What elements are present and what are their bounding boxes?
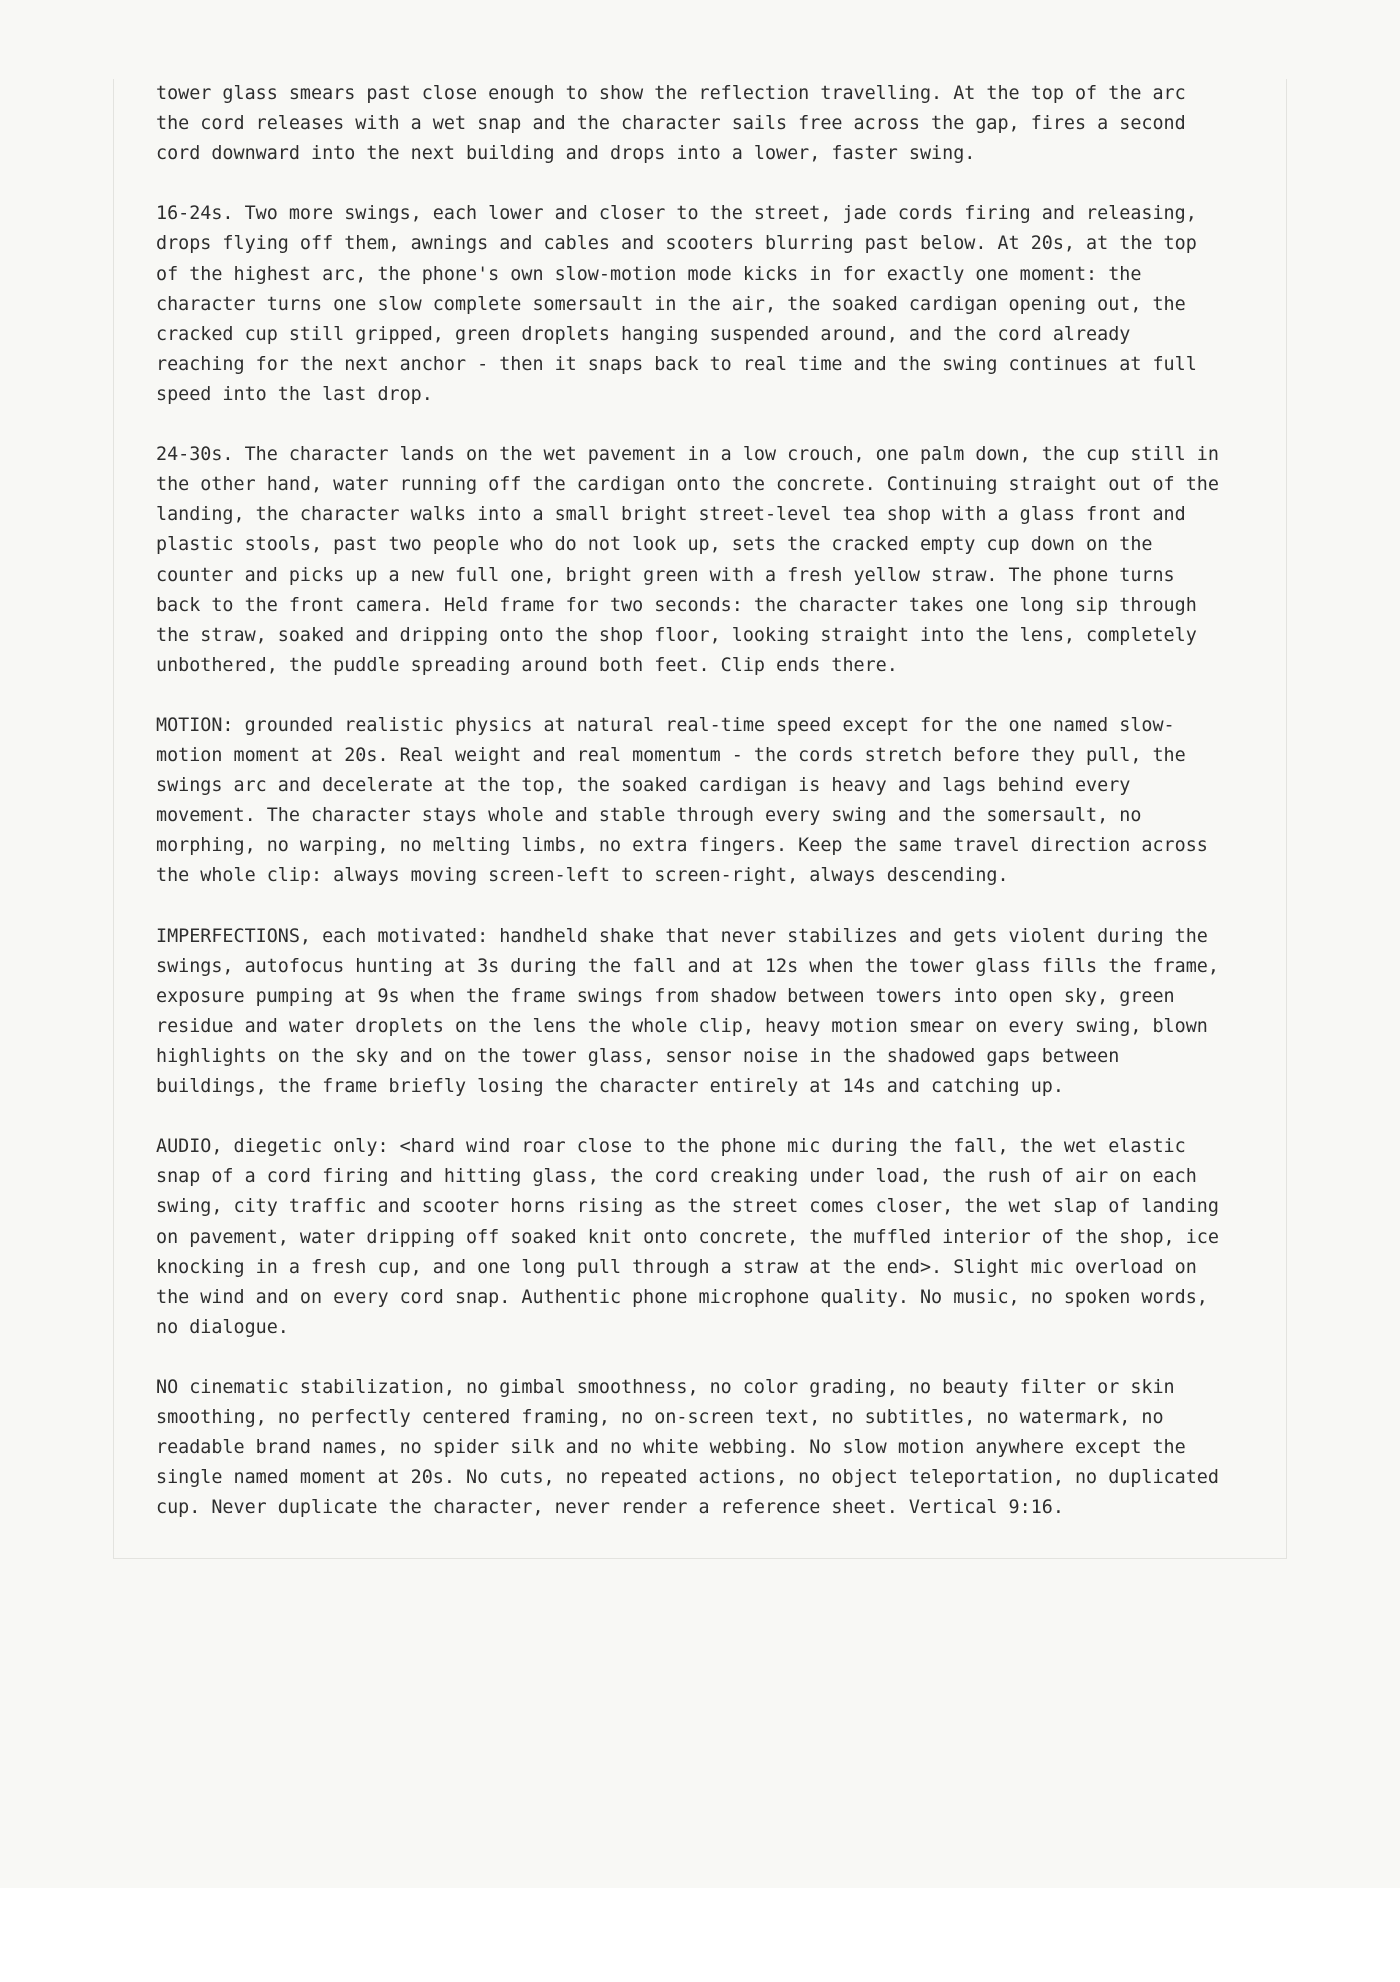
text-line: cracked cup still gripped, green droplets hanging suspended around, and the cord already (156, 323, 1131, 345)
text-line: swing, city traffic and scooter horns rising as the street comes closer, the wet slap of landing (156, 1196, 1219, 1218)
text-line: smoothing, no perfectly centered framing, no on-screen text, no subtitles, no watermark, no (156, 1407, 1164, 1429)
text-line: the wind and on every cord snap. Authentic phone microphone quality. No music, no spoken words, (156, 1286, 1208, 1308)
text-line: cup. Never duplicate the character, never render a reference sheet. Vertical 9:16. (156, 1497, 1064, 1519)
paragraph-24-30s (156, 440, 1266, 681)
paragraph-motion (156, 711, 1266, 892)
text-line: 16-24s. Two more swings, each lower and closer to the street, jade cords firing and releasing, (156, 203, 1197, 225)
paragraph-audio (156, 1132, 1266, 1343)
text-line: swings arc and decelerate at the top, the soaked cardigan is heavy and lags behind every (156, 775, 1131, 797)
paragraph-imperfections (156, 922, 1266, 1103)
text-line: back to the front camera. Held frame for two seconds: the character takes one long sip through (156, 594, 1197, 616)
text-line: tower glass smears past close enough to show the reflection travelling. At the top of the arc (156, 83, 1186, 104)
paragraph-16-24s (156, 199, 1266, 410)
text-line: IMPERFECTIONS, each motivated: handheld shake that never stabilizes and gets violent during the (156, 925, 1208, 947)
text-line: 24-30s. The character lands on the wet pavement in a low crouch, one palm down, the cup still in (156, 444, 1219, 466)
text-line: unbothered, the puddle spreading around both feet. Clip ends there. (156, 654, 898, 676)
text-line: snap of a cord firing and hitting glass, the cord creaking under load, the rush of air on each (156, 1166, 1197, 1188)
text-line: buildings, the frame briefly losing the character entirely at 14s and catching up. (156, 1076, 1064, 1098)
text-line: NO cinematic stabilization, no gimbal smoothness, no color grading, no beauty filter or skin (156, 1377, 1175, 1399)
text-line: reaching for the next anchor - then it snaps back to real time and the swing continues at full (156, 353, 1197, 375)
code-block (113, 79, 1287, 1559)
text-line: AUDIO, diegetic only: <hard wind roar close to the phone mic during the fall, the wet elastic (156, 1136, 1186, 1158)
paragraph-negatives (156, 1373, 1266, 1523)
text-line: motion moment at 20s. Real weight and real momentum - the cords stretch before they pull, the (156, 745, 1186, 767)
text-line: MOTION: grounded realistic physics at natural real-time speed except for the one named slow- (156, 714, 1175, 736)
text-line: the cord releases with a wet snap and the character sails free across the gap, fires a second (156, 113, 1186, 135)
text-line: the whole clip: always moving screen-left to screen-right, always descending. (156, 865, 1009, 887)
text-line: highlights on the sky and on the tower glass, sensor noise in the shadowed gaps between (156, 1046, 1120, 1067)
paragraph-swing-intro (156, 79, 1266, 169)
text-line: counter and picks up a new full one, bright green with a fresh yellow straw. The phone turns (156, 564, 1175, 586)
text-line: landing, the character walks into a small bright street-level tea shop with a glass front and (156, 504, 1186, 526)
text-line: of the highest arc, the phone's own slow-motion mode kicks in for exactly one moment: the (156, 263, 1142, 285)
code-text (156, 79, 1266, 1554)
text-line: movement. The character stays whole and stable through every swing and the somersault, no (156, 805, 1142, 827)
text-line: the other hand, water running off the cardigan onto the concrete. Continuing straight out of the (156, 474, 1219, 496)
text-line: residue and water droplets on the lens the whole clip, heavy motion smear on every swing, blown (156, 1015, 1208, 1037)
text-line: plastic stools, past two people who do not look up, sets the cracked empty cup down on the (156, 534, 1153, 556)
text-line: drops flying off them, awnings and cables and scooters blurring past below. At 20s, at the top (156, 233, 1197, 255)
text-line: no dialogue. (156, 1316, 289, 1338)
text-line: single named moment at 20s. No cuts, no repeated actions, no object teleportation, no duplicated (156, 1467, 1219, 1489)
text-line: speed into the last drop. (156, 383, 433, 405)
text-line: exposure pumping at 9s when the frame swings from shadow between towers into open sky, green (156, 985, 1175, 1007)
text-line: on pavement, water dripping off soaked knit onto concrete, the muffled interior of the shop, ice (156, 1226, 1219, 1248)
text-line: morphing, no warping, no melting limbs, no extra fingers. Keep the same travel direction across (156, 835, 1208, 857)
text-line: knocking in a fresh cup, and one long pull through a straw at the end>. Slight mic overload on (156, 1256, 1197, 1278)
text-line: character turns one slow complete somersault in the air, the soaked cardigan opening out, the (156, 293, 1186, 315)
text-line: swings, autofocus hunting at 3s during the fall and at 12s when the tower glass fills the frame, (156, 955, 1219, 977)
text-line: cord downward into the next building and drops into a lower, faster swing. (156, 143, 976, 165)
text-line: the straw, soaked and dripping onto the shop floor, looking straight into the lens, completely (156, 624, 1197, 646)
text-line: readable brand names, no spider silk and no white webbing. No slow motion anywhere except the (156, 1437, 1186, 1459)
